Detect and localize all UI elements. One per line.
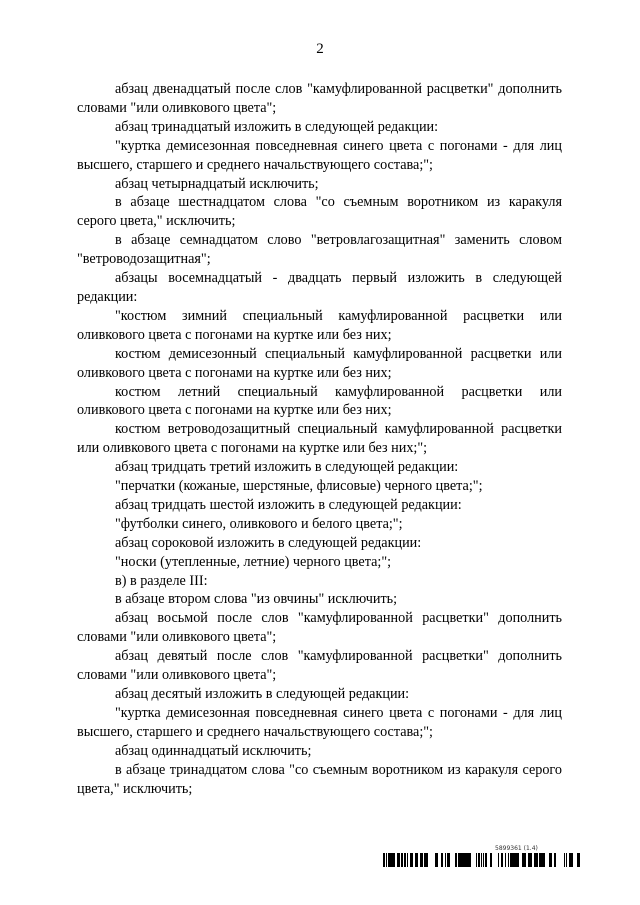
paragraph: в абзаце втором слова "из овчины" исключить; bbox=[115, 591, 398, 608]
paragraph: "перчатки (кожаные, шерстяные, флисовые) черного цвета;"; bbox=[115, 478, 483, 495]
paragraph: в) в разделе III: bbox=[115, 572, 208, 589]
paragraph: "костюм зимний специальный камуфлированной расцветки или оливкового цвета с погонами на куртке или без них; bbox=[77, 307, 562, 343]
paragraph: абзац четырнадцатый исключить; bbox=[115, 175, 319, 192]
paragraph: абзац тридцать шестой изложить в следующей редакции: bbox=[115, 496, 462, 513]
paragraph: костюм демисезонный специальный камуфлированной расцветки или оливкового цвета с погонами на куртке или без них; bbox=[77, 345, 562, 381]
paragraph: костюм летний специальный камуфлированной расцветки или оливкового цвета с погонами на куртке или без них; bbox=[77, 383, 562, 419]
paragraph: абзац двенадцатый после слов "камуфлированной расцветки" дополнить словами "или оливкового цвета"; bbox=[77, 81, 562, 116]
paragraph: в абзаце семнадцатом слово "ветровлагозащитная" заменить словом "ветроводозащитная"; bbox=[77, 232, 562, 268]
barcode-icon bbox=[382, 853, 580, 867]
paragraph: абзацы восемнадцатый - двадцать первый изложить в следующей редакции: bbox=[77, 270, 562, 305]
paragraph: "футболки синего, оливкового и белого цвета;"; bbox=[115, 515, 403, 532]
document-code: 5899361 (1.4) bbox=[495, 845, 538, 852]
page-number: 2 bbox=[316, 41, 324, 57]
paragraph: абзац одиннадцатый исключить; bbox=[115, 742, 312, 759]
paragraph: "куртка демисезонная повседневная синего цвета с погонами - для лиц высшего, старшего и среднего начальствующего состава;"; bbox=[77, 137, 562, 173]
paragraph: абзац тридцать третий изложить в следующей редакции: bbox=[115, 459, 459, 476]
document-body bbox=[77, 80, 562, 798]
paragraph: абзац восьмой после слов "камуфлированной расцветки" дополнить словами "или оливкового цвета"; bbox=[77, 610, 562, 646]
paragraph: абзац десятый изложить в следующей редакции: bbox=[115, 686, 410, 702]
paragraph: в абзаце шестнадцатом слова "со съемным воротником из каракуля серого цвета," исключить; bbox=[77, 194, 562, 230]
paragraph: абзац девятый после слов "камуфлированной расцветки" дополнить словами "или оливкового цвета"; bbox=[77, 648, 562, 684]
paragraph: абзац тринадцатый изложить в следующей редакции: bbox=[115, 118, 439, 135]
paragraph: костюм ветроводозащитный специальный камуфлированной расцветки или оливкового цвета с погонами на куртке или без них;"; bbox=[77, 421, 562, 457]
paragraph: в абзаце тринадцатом слова "со съемным воротником из каракуля серого цвета," исключить; bbox=[77, 761, 562, 797]
paragraph: "носки (утепленные, летние) черного цвета;"; bbox=[115, 553, 392, 570]
paragraph: абзац сороковой изложить в следующей редакции: bbox=[115, 534, 422, 551]
paragraph: "куртка демисезонная повседневная синего цвета с погонами - для лиц высшего, старшего и среднего начальствующего состава;"; bbox=[77, 704, 562, 740]
